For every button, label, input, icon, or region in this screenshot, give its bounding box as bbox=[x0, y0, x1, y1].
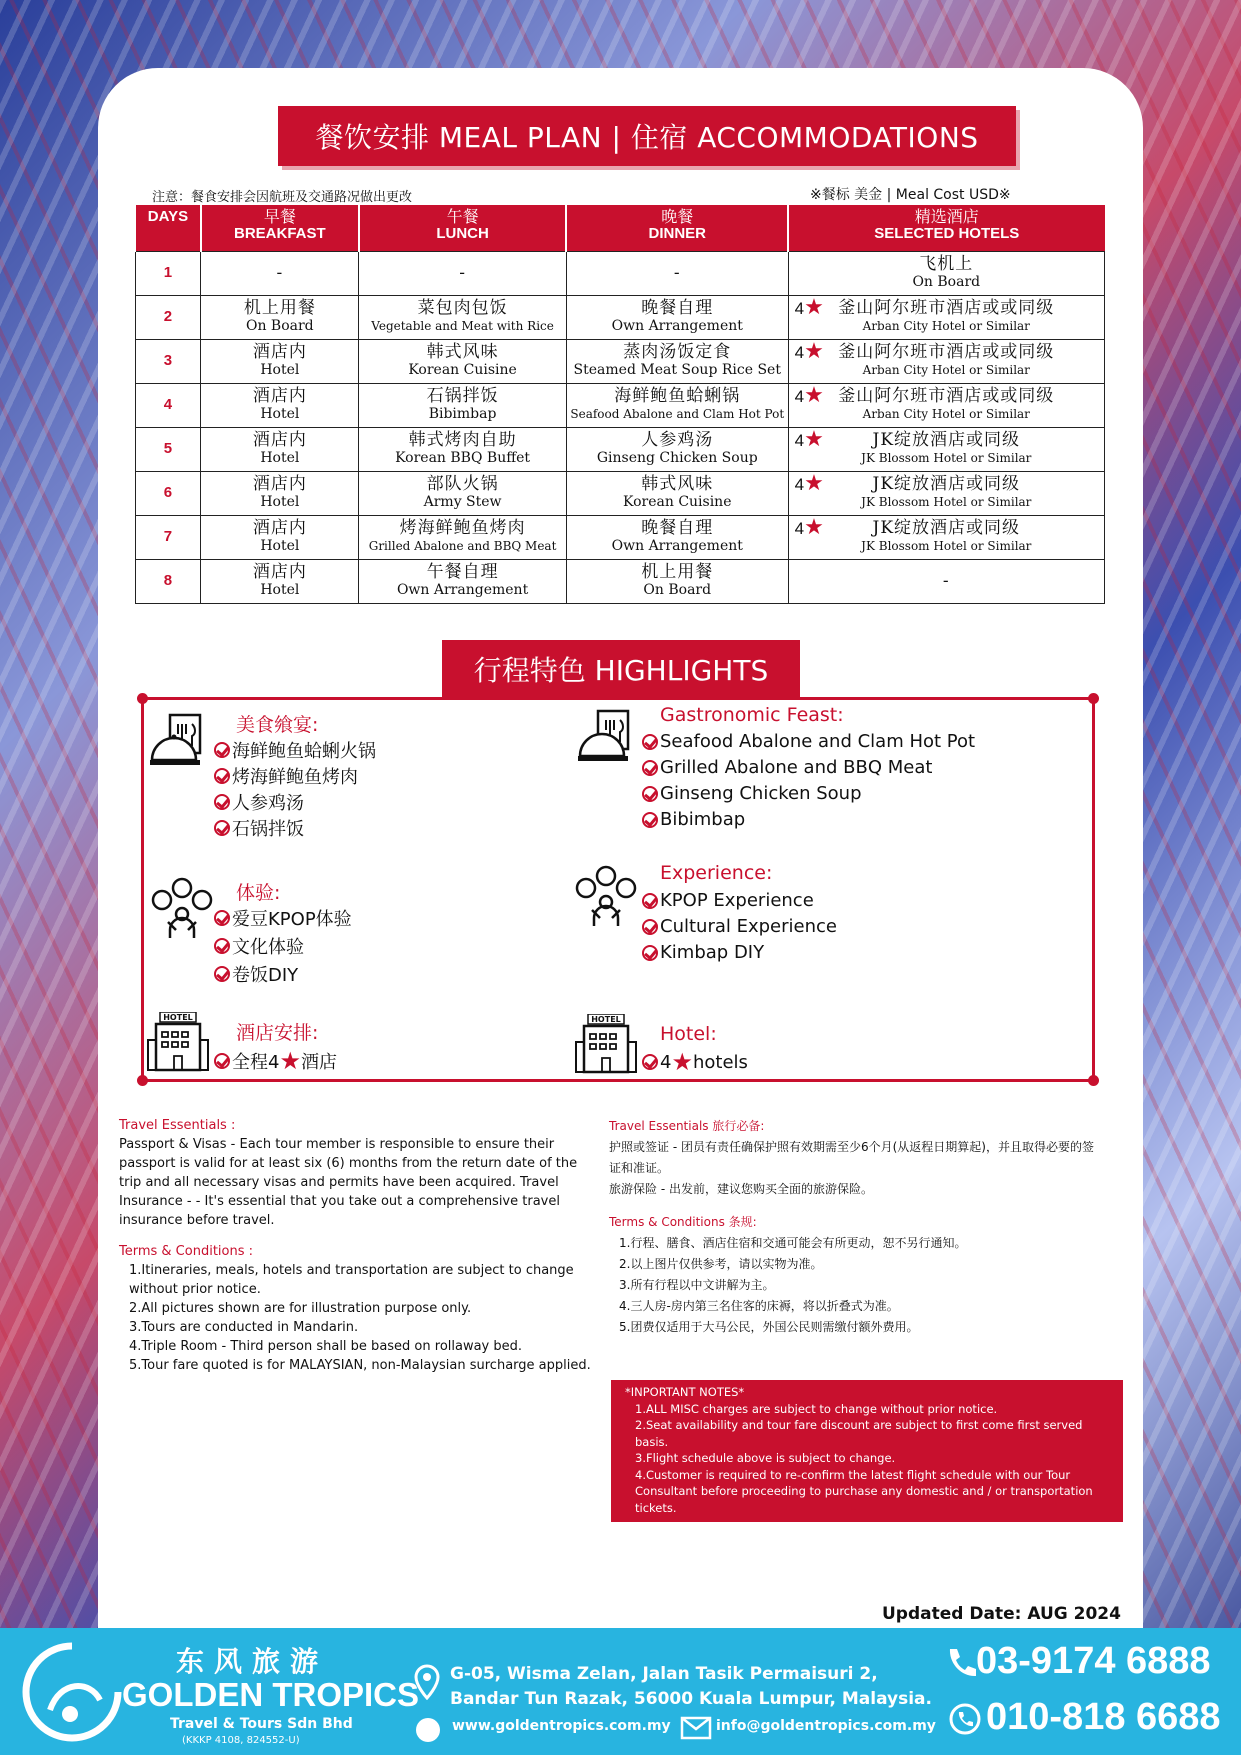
food-item-en bbox=[642, 757, 932, 778]
breakfast-cell-zh: 酒店内 bbox=[252, 342, 307, 362]
lunch-cell bbox=[359, 251, 567, 295]
food-item-zh-text: 烤海鲜鲍鱼烤肉 bbox=[232, 767, 358, 788]
star-rating bbox=[794, 469, 824, 495]
breakfast-cell-zh: 酒店内 bbox=[252, 430, 307, 450]
table-row bbox=[135, 427, 1105, 471]
star-icon: ★ bbox=[671, 1048, 693, 1076]
dinner-cell-en: Own Arrangement bbox=[611, 538, 743, 554]
hotel-cell-zh: 釜山阿尔班市酒店或或同级 bbox=[838, 386, 1055, 406]
food-item-en bbox=[642, 731, 975, 752]
dinner-cell-zh: 晚餐自理 bbox=[641, 518, 714, 538]
breakfast-cell-en: Hotel bbox=[260, 450, 300, 466]
email-icon bbox=[680, 1716, 712, 1740]
lunch-cell-zh: 部队火锅 bbox=[426, 474, 499, 494]
food-heading-en: Gastronomic Feast: bbox=[660, 704, 844, 726]
check-icon bbox=[214, 938, 230, 954]
check-icon bbox=[214, 1053, 230, 1069]
day-number: 6 bbox=[135, 471, 201, 515]
hotel-cell bbox=[788, 339, 1104, 383]
terms-item: 5.团费仅适用于大马公民，外国公民则需缴付额外费用。 bbox=[619, 1320, 919, 1334]
day-number: 3 bbox=[135, 339, 201, 383]
lunch-cell bbox=[359, 339, 567, 383]
star-rating-value: 4 bbox=[794, 474, 805, 494]
star-rating bbox=[794, 337, 824, 363]
hotel-cell-zh: JK绽放酒店或同级 bbox=[872, 430, 1021, 450]
terms-item: 5.Tour fare quoted is for MALAYSIAN, non-Malaysian surcharge applied. bbox=[129, 1358, 591, 1373]
day-number: 2 bbox=[135, 295, 201, 339]
meal-note: 注意：餐食安排会因航班及交通路况做出更改 bbox=[152, 190, 413, 205]
terms-item: 3.Tours are conducted in Mandarin. bbox=[129, 1320, 359, 1335]
terms-item: 2.以上图片仅供参考，请以实物为准。 bbox=[619, 1257, 823, 1271]
food-item-en-text: Grilled Abalone and BBQ Meat bbox=[660, 757, 933, 778]
lunch-cell-zh: 午餐自理 bbox=[426, 562, 499, 582]
terms-heading: Terms & Conditions 条规: bbox=[609, 1215, 757, 1229]
corner-dot bbox=[1088, 693, 1099, 704]
experience-item-en-text: Cultural Experience bbox=[660, 916, 837, 937]
day-number: 5 bbox=[135, 427, 201, 471]
breakfast-cell bbox=[201, 471, 359, 515]
lunch-cell bbox=[359, 427, 567, 471]
food-item-en-text: Bibimbap bbox=[660, 809, 746, 830]
star-rating bbox=[794, 513, 824, 539]
lunch-cell bbox=[359, 559, 567, 603]
dinner-cell bbox=[566, 251, 788, 295]
dinner-cell-en: Own Arrangement bbox=[611, 318, 743, 334]
check-icon bbox=[214, 768, 230, 784]
experience-item-en bbox=[642, 890, 814, 911]
breakfast-cell-zh: 酒店内 bbox=[252, 386, 307, 406]
dinner-cell-en: Korean Cuisine bbox=[623, 494, 732, 510]
lunch-cell bbox=[359, 515, 567, 559]
breakfast-cell-zh: 机上用餐 bbox=[243, 298, 316, 318]
dinner-cell-zh: 人参鸡汤 bbox=[641, 430, 714, 450]
meal-plan-table bbox=[134, 205, 1105, 604]
location-pin-icon bbox=[414, 1664, 440, 1700]
food-item-zh bbox=[214, 737, 376, 763]
hotel-item-text: 全程4 bbox=[232, 1052, 280, 1073]
star-rating bbox=[794, 381, 824, 407]
experience-item-en bbox=[642, 916, 837, 937]
food-heading-zh: 美食飨宴: bbox=[236, 714, 319, 736]
star-icon: ★ bbox=[804, 337, 824, 363]
lunch-cell-en: Own Arrangement bbox=[396, 582, 529, 598]
whatsapp-icon bbox=[948, 1702, 982, 1736]
hotel-cell bbox=[788, 295, 1104, 339]
address-line: G-05, Wisma Zelan, Jalan Tasik Permaisuri 2, bbox=[450, 1664, 878, 1684]
hotel-item-text: 4 bbox=[660, 1051, 672, 1073]
lunch-cell-zh: 烤海鲜鲍鱼烤肉 bbox=[399, 518, 526, 538]
col-days: DAYS bbox=[135, 205, 201, 251]
col-hotels: 精选酒店 SELECTED HOTELS bbox=[788, 205, 1104, 251]
lunch-cell-en: Bibimbap bbox=[428, 406, 497, 422]
breakfast-cell bbox=[201, 383, 359, 427]
updated-date: Updated Date: AUG 2024 bbox=[882, 1604, 1121, 1624]
experience-item-zh-text: 爱豆KPOP体验 bbox=[232, 909, 352, 930]
experience-item-en-text: KPOP Experience bbox=[660, 890, 814, 911]
dinner-cell-en: On Board bbox=[643, 582, 712, 598]
day-number: 7 bbox=[135, 515, 201, 559]
whatsapp-number[interactable]: 010-818 6688 bbox=[986, 1696, 1221, 1738]
experience-item-zh bbox=[214, 933, 304, 959]
essentials-heading: Travel Essentials 旅行必备: bbox=[609, 1119, 765, 1133]
experience-people-icon bbox=[150, 876, 214, 940]
table-row bbox=[135, 251, 1105, 295]
lunch-cell bbox=[359, 383, 567, 427]
col-dinner: 晚餐 DINNER bbox=[566, 205, 788, 251]
check-icon bbox=[642, 734, 658, 750]
day-number: 1 bbox=[135, 251, 201, 295]
dinner-cell bbox=[566, 559, 788, 603]
essentials-body: Passport & Visas - Each tour member is responsible to ensure their passport is valid for at least six (6) months from the return date of the trip and all necessary visas and permits have been acquired. Travel Insurance - - It's essential that you take out a comprehensive travel insurance before travel. bbox=[119, 1137, 578, 1228]
meal-cost-note: ※餐标 美金 | Meal Cost USD※ bbox=[810, 187, 1011, 203]
check-icon bbox=[642, 812, 658, 828]
dinner-cell-en: Seafood Abalone and Clam Hot Pot bbox=[570, 407, 785, 421]
terms-item: 1.Itineraries, meals, hotels and transportation are subject to change without prior notice. bbox=[129, 1263, 574, 1297]
lunch-cell-zh: 菜包肉包饭 bbox=[417, 298, 508, 318]
lunch-cell-en: Army Stew bbox=[423, 494, 502, 510]
star-rating-value: 4 bbox=[794, 298, 805, 318]
travel-essentials-zh bbox=[609, 1116, 1099, 1338]
food-item-en bbox=[642, 809, 745, 830]
hotel-cell-en: JK Blossom Hotel or Similar bbox=[861, 451, 1032, 465]
food-item-en-text: Ginseng Chicken Soup bbox=[660, 783, 862, 804]
dining-menu-icon bbox=[576, 708, 638, 770]
hotel-cell bbox=[788, 559, 1104, 603]
terms-item: 4.Triple Room - Third person shall be based on rollaway bed. bbox=[129, 1339, 523, 1354]
check-icon bbox=[214, 742, 230, 758]
hotel-cell bbox=[788, 427, 1104, 471]
hotel-item-en bbox=[642, 1048, 748, 1076]
hotel-building-icon bbox=[146, 1012, 210, 1072]
hotel-cell-zh: - bbox=[942, 571, 950, 591]
hotel-cell-en: Arban City Hotel or Similar bbox=[862, 363, 1030, 377]
essentials-line: 护照或签证 - 团员有责任确保护照有效期需至少6个月(从返程日期算起)，并且取得必要的签证和准证。 bbox=[609, 1140, 1094, 1175]
dinner-cell-en: Ginseng Chicken Soup bbox=[596, 450, 758, 466]
experience-heading-zh: 体验: bbox=[236, 882, 281, 904]
breakfast-cell-en: Hotel bbox=[260, 406, 300, 422]
experience-item-en-text: Kimbap DIY bbox=[660, 942, 765, 963]
check-icon bbox=[214, 794, 230, 810]
lunch-cell-zh: 韩式风味 bbox=[426, 342, 499, 362]
experience-people-icon bbox=[574, 864, 638, 928]
food-item-zh-text: 人参鸡汤 bbox=[232, 793, 304, 814]
check-icon bbox=[642, 893, 658, 909]
food-item-zh bbox=[214, 789, 304, 815]
check-icon bbox=[214, 966, 230, 982]
notes-item: 1.ALL MISC charges are subject to change without prior notice. bbox=[635, 1401, 998, 1416]
hotel-cell bbox=[788, 471, 1104, 515]
check-icon bbox=[642, 1054, 658, 1070]
lunch-cell bbox=[359, 295, 567, 339]
dinner-cell bbox=[566, 515, 788, 559]
svg-text:HOTEL: HOTEL bbox=[163, 1013, 193, 1022]
highlights-title: 行程特色 HIGHLIGHTS bbox=[442, 640, 800, 698]
hotel-cell-zh: 釜山阿尔班市酒店或或同级 bbox=[838, 298, 1055, 318]
food-item-zh bbox=[214, 815, 304, 841]
lunch-cell bbox=[359, 471, 567, 515]
hotel-heading-zh: 酒店安排: bbox=[236, 1022, 319, 1044]
lunch-cell-zh: 韩式烤肉自助 bbox=[408, 430, 517, 450]
notes-heading: *INPORTANT NOTES* bbox=[625, 1385, 745, 1399]
star-icon: ★ bbox=[804, 425, 824, 451]
phone-icon bbox=[944, 1646, 976, 1680]
notes-item: 2.Seat availability and tour fare discount are subject to first come first served basis. bbox=[635, 1418, 1083, 1449]
col-lunch: 午餐 LUNCH bbox=[359, 205, 567, 251]
star-icon: ★ bbox=[804, 381, 824, 407]
star-icon: ★ bbox=[804, 469, 824, 495]
breakfast-cell-en: Hotel bbox=[260, 494, 300, 510]
food-item-en bbox=[642, 783, 862, 804]
dinner-cell bbox=[566, 471, 788, 515]
corner-dot bbox=[137, 693, 148, 704]
food-item-en-text: Seafood Abalone and Clam Hot Pot bbox=[660, 731, 976, 752]
hotel-cell-zh: 飞机上 bbox=[919, 254, 974, 274]
meal-plan-title: 餐饮安排 MEAL PLAN | 住宿 ACCOMMODATIONS bbox=[278, 106, 1016, 166]
hotel-heading-en: Hotel: bbox=[660, 1023, 717, 1045]
food-item-zh-text: 石锅拌饭 bbox=[232, 819, 304, 840]
footer bbox=[0, 1628, 1241, 1755]
star-rating-value: 4 bbox=[794, 342, 805, 362]
experience-heading-en: Experience: bbox=[660, 862, 773, 884]
breakfast-cell bbox=[201, 427, 359, 471]
address bbox=[450, 1662, 932, 1712]
star-icon: ★ bbox=[279, 1047, 301, 1075]
table-row bbox=[135, 559, 1105, 603]
license-number: (KKKP 4108, 824552-U) bbox=[182, 1735, 300, 1746]
table-row bbox=[135, 295, 1105, 339]
star-rating bbox=[794, 425, 824, 451]
experience-item-en bbox=[642, 942, 764, 963]
star-icon: ★ bbox=[804, 293, 824, 319]
dinner-cell-zh: 晚餐自理 bbox=[641, 298, 714, 318]
phone-number[interactable]: 03-9174 6888 bbox=[976, 1640, 1211, 1682]
brand-subtitle: Travel & Tours Sdn Bhd bbox=[170, 1716, 353, 1732]
breakfast-cell bbox=[201, 295, 359, 339]
star-rating-value: 4 bbox=[794, 430, 805, 450]
dinner-cell-zh: - bbox=[673, 263, 681, 283]
dinner-cell-zh: 海鲜鲍鱼蛤蜊锅 bbox=[614, 386, 741, 406]
food-item-zh bbox=[214, 763, 358, 789]
breakfast-cell bbox=[201, 251, 359, 295]
essentials-heading: Travel Essentials : bbox=[119, 1118, 236, 1133]
star-rating bbox=[794, 293, 824, 319]
dinner-cell-en: Steamed Meat Soup Rice Set bbox=[573, 362, 781, 378]
dining-menu-icon bbox=[148, 712, 210, 774]
notes-item: 3.Flight schedule above is subject to change. bbox=[635, 1451, 896, 1465]
hotel-item-text: 酒店 bbox=[300, 1052, 337, 1073]
dinner-cell-zh: 蒸肉汤饭定食 bbox=[623, 342, 732, 362]
dinner-cell bbox=[566, 427, 788, 471]
experience-item-zh bbox=[214, 961, 298, 987]
experience-item-zh bbox=[214, 905, 352, 931]
notes-item: 4.Customer is required to re-confirm the latest flight schedule with our Tour Consultant before proceeding to purchase any domestic and / or transportation tickets. bbox=[635, 1467, 1093, 1515]
table-row bbox=[135, 339, 1105, 383]
day-number: 4 bbox=[135, 383, 201, 427]
hotel-cell-en: JK Blossom Hotel or Similar bbox=[861, 539, 1032, 553]
hotel-cell-zh: 釜山阿尔班市酒店或或同级 bbox=[838, 342, 1055, 362]
lunch-cell-zh: 石锅拌饭 bbox=[426, 386, 499, 406]
company-logo-icon bbox=[20, 1640, 124, 1744]
dinner-cell-zh: 韩式风味 bbox=[641, 474, 714, 494]
breakfast-cell bbox=[201, 339, 359, 383]
breakfast-cell-zh: 酒店内 bbox=[252, 474, 307, 494]
check-icon bbox=[642, 945, 658, 961]
hotel-cell-en: JK Blossom Hotel or Similar bbox=[861, 495, 1032, 509]
check-icon bbox=[214, 910, 230, 926]
hotel-item-zh bbox=[214, 1047, 337, 1075]
hotel-cell bbox=[788, 251, 1104, 295]
dinner-cell-zh: 机上用餐 bbox=[641, 562, 714, 582]
svg-text:HOTEL: HOTEL bbox=[591, 1015, 621, 1024]
check-icon bbox=[642, 760, 658, 776]
essentials-line: 旅游保险 - 出发前，建议您购买全面的旅游保险。 bbox=[609, 1182, 873, 1196]
hotel-cell-en: Arban City Hotel or Similar bbox=[862, 407, 1030, 421]
star-rating-value: 4 bbox=[794, 518, 805, 538]
dinner-cell bbox=[566, 339, 788, 383]
address-line: Bandar Tun Razak, 56000 Kuala Lumpur, Malaysia. bbox=[450, 1689, 932, 1709]
table-row bbox=[135, 515, 1105, 559]
lunch-cell-en: Korean BBQ Buffet bbox=[395, 450, 531, 466]
email-link[interactable]: info@goldentropics.com.my bbox=[716, 1718, 936, 1734]
website-link[interactable]: www.goldentropics.com.my bbox=[452, 1718, 671, 1734]
lunch-cell-en: Korean Cuisine bbox=[408, 362, 517, 378]
terms-item: 2.All pictures shown are for illustration purpose only. bbox=[129, 1301, 472, 1316]
corner-dot bbox=[1088, 1075, 1099, 1086]
breakfast-cell-en: Hotel bbox=[260, 362, 300, 378]
day-number: 8 bbox=[135, 559, 201, 603]
food-item-zh-text: 海鲜鲍鱼蛤蜊火锅 bbox=[232, 741, 376, 762]
terms-item: 1.行程、膳食、酒店住宿和交通可能会有所更动，恕不另行通知。 bbox=[619, 1236, 967, 1250]
lunch-cell-en: Vegetable and Meat with Rice bbox=[371, 319, 554, 333]
breakfast-cell-en: Hotel bbox=[260, 538, 300, 554]
dinner-cell bbox=[566, 295, 788, 339]
breakfast-cell-zh: 酒店内 bbox=[252, 518, 307, 538]
check-icon bbox=[642, 786, 658, 802]
hotel-cell-en: Arban City Hotel or Similar bbox=[862, 319, 1030, 333]
lunch-cell-zh: - bbox=[459, 263, 466, 283]
breakfast-cell-en: On Board bbox=[245, 318, 314, 334]
hotel-cell-zh: JK绽放酒店或同级 bbox=[872, 474, 1021, 494]
brand-name: GOLDEN TROPICS bbox=[122, 1676, 420, 1713]
hotel-building-icon bbox=[574, 1014, 638, 1074]
dinner-cell bbox=[566, 383, 788, 427]
terms-item: 3.所有行程以中文讲解为主。 bbox=[619, 1278, 775, 1292]
terms-item: 4.三人房-房内第三名住客的床褥，将以折叠式为准。 bbox=[619, 1299, 899, 1313]
col-breakfast: 早餐 BREAKFAST bbox=[201, 205, 359, 251]
hotel-cell-zh: JK绽放酒店或同级 bbox=[872, 518, 1021, 538]
table-row bbox=[135, 471, 1105, 515]
table-header bbox=[135, 205, 1105, 251]
breakfast-cell bbox=[201, 515, 359, 559]
corner-dot bbox=[137, 1075, 148, 1086]
breakfast-cell-zh: - bbox=[276, 263, 284, 283]
lunch-cell-en: Grilled Abalone and BBQ Meat bbox=[368, 539, 557, 553]
breakfast-cell-en: Hotel bbox=[260, 582, 300, 598]
table-row bbox=[135, 383, 1105, 427]
hotel-item-text: hotels bbox=[692, 1051, 748, 1073]
star-rating-value: 4 bbox=[794, 386, 805, 406]
travel-essentials-en bbox=[119, 1116, 599, 1375]
important-notes bbox=[611, 1380, 1123, 1522]
breakfast-cell bbox=[201, 559, 359, 603]
star-icon: ★ bbox=[804, 513, 824, 539]
hotel-cell bbox=[788, 383, 1104, 427]
hotel-cell-en: On Board bbox=[912, 274, 981, 290]
check-icon bbox=[642, 919, 658, 935]
experience-item-zh-text: 文化体验 bbox=[232, 937, 304, 958]
web-icon bbox=[414, 1716, 442, 1744]
check-icon bbox=[214, 820, 230, 836]
hotel-cell bbox=[788, 515, 1104, 559]
terms-heading: Terms & Conditions : bbox=[119, 1244, 254, 1259]
brand-name-zh: 东风旅游 bbox=[176, 1645, 329, 1678]
breakfast-cell-zh: 酒店内 bbox=[252, 562, 307, 582]
experience-item-zh-text: 卷饭DIY bbox=[232, 965, 299, 986]
